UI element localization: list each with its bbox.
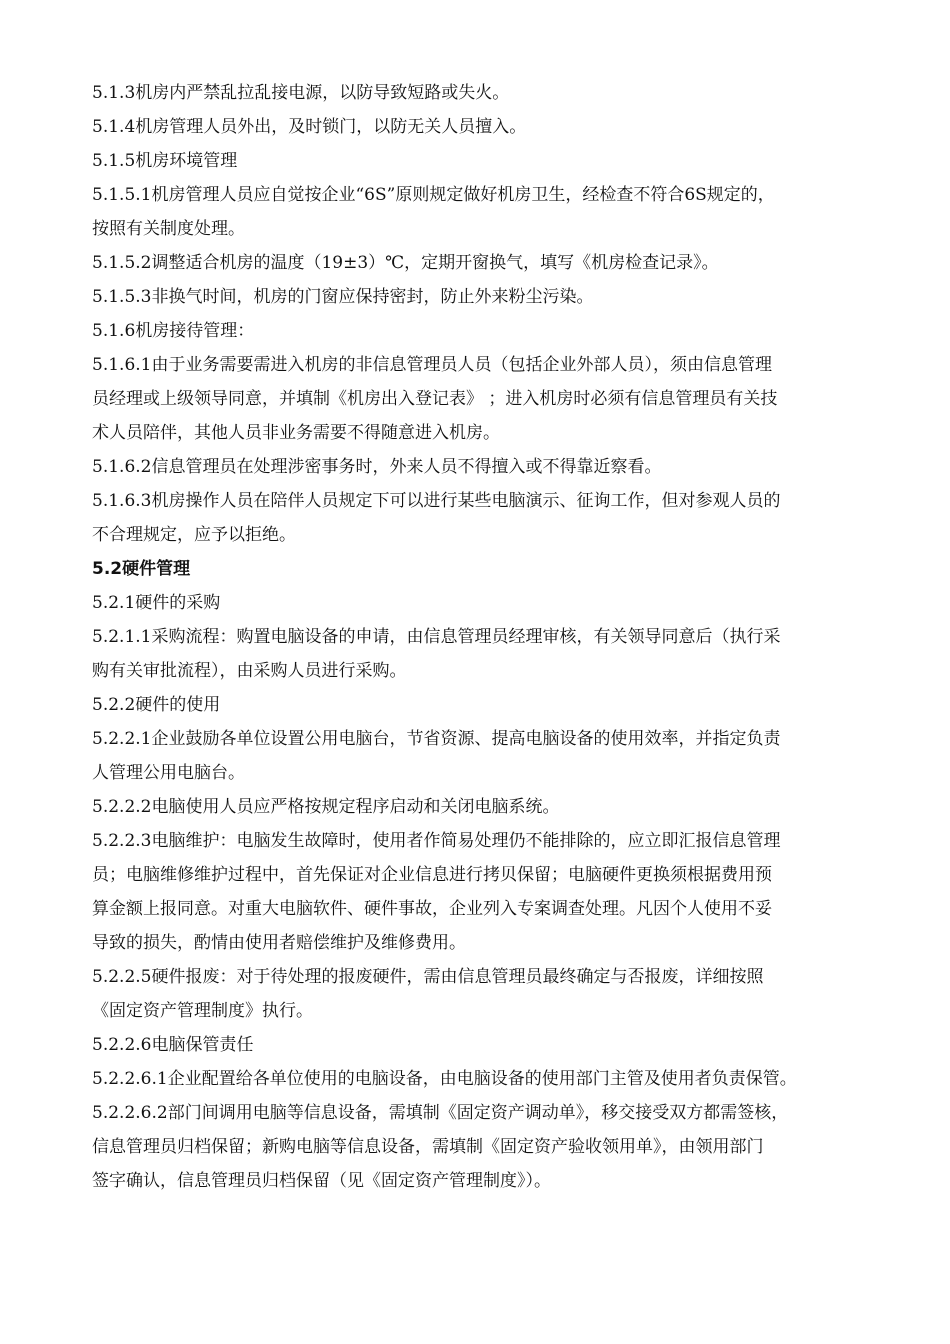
paragraph (92, 620, 882, 688)
text-line: 5.1.6.3机房操作人员在陪伴人员规定下可以进行某些电脑演示、征询工作，但对参观人员的 (92, 491, 781, 511)
text-line: 5.2.1.1采购流程：购置电脑设备的申请，由信息管理员经理审核，有关领导同意后（执行采 (92, 627, 781, 647)
text-line: 5.1.6.1由于业务需要需进入机房的非信息管理员人员（包括企业外部人员），须由信息管理 (92, 355, 772, 375)
paragraph (92, 246, 882, 280)
paragraph (92, 824, 882, 960)
text-line: 员经理或上级领导同意，并填制《机房出入登记表》 ；进入机房时必须有信息管理员有关技 (92, 389, 778, 409)
text-line: 5.2.2硬件的使用 (92, 695, 221, 715)
paragraph (92, 1062, 882, 1096)
paragraph (92, 790, 882, 824)
paragraph (92, 110, 882, 144)
paragraph (92, 1096, 882, 1198)
text-line: 5.1.5.3非换气时间，机房的门窗应保持密封，防止外来粉尘污染。 (92, 287, 594, 307)
text-line: 《固定资产管理制度》执行。 (92, 1001, 313, 1021)
paragraph (92, 280, 882, 314)
text-line: 签字确认，信息管理员归档保留（见《固定资产管理制度》）。 (92, 1171, 551, 1191)
paragraph (92, 1028, 882, 1062)
text-line: 5.2.2.3电脑维护：电脑发生故障时，使用者作简易处理仍不能排除的，应立即汇报信息管理 (92, 831, 781, 851)
paragraph (92, 960, 882, 1028)
text-line: 信息管理员归档保留；新购电脑等信息设备，需填制《固定资产验收领用单》，由领用部门 (92, 1137, 764, 1157)
text-line: 5.2硬件管理 (92, 559, 191, 579)
text-line: 术人员陪伴，其他人员非业务需要不得随意进入机房。 (92, 423, 500, 443)
paragraph (92, 722, 882, 790)
text-line: 5.2.2.6.2部门间调用电脑等信息设备，需填制《固定资产调动单》，移交接受双方都需签核， (92, 1103, 789, 1123)
text-line: 5.2.1硬件的采购 (92, 593, 221, 613)
paragraph (92, 586, 882, 620)
section-heading (92, 552, 882, 586)
text-line: 5.1.5.1机房管理人员应自觉按企业“6S”原则规定做好机房卫生，经检查不符合6S规定的， (92, 185, 775, 205)
text-line: 算金额上报同意。对重大电脑软件、硬件事故，企业列入专案调查处理。凡因个人使用不妥 (92, 899, 772, 919)
text-line: 5.2.2.6电脑保管责任 (92, 1035, 254, 1055)
text-line: 5.2.2.2电脑使用人员应严格按规定程序启动和关闭电脑系统。 (92, 797, 560, 817)
text-line: 5.1.5.2调整适合机房的温度（19±3）℃，定期开窗换气，填写《机房检查记录》。 (92, 253, 719, 273)
text-line: 5.2.2.1企业鼓励各单位设置公用电脑台，节省资源、提高电脑设备的使用效率，并指定负责 (92, 729, 781, 749)
paragraph (92, 688, 882, 722)
paragraph (92, 484, 882, 552)
text-line: 购有关审批流程），由采购人员进行采购。 (92, 661, 407, 681)
text-line: 5.2.2.5硬件报废：对于待处理的报废硬件，需由信息管理员最终确定与否报废，详细按照 (92, 967, 764, 987)
text-line: 按照有关制度处理。 (92, 219, 245, 239)
text-line: 5.1.6.2信息管理员在处理涉密事务时，外来人员不得擅入或不得靠近察看。 (92, 457, 662, 477)
text-line: 人管理公用电脑台。 (92, 763, 245, 783)
text-line: 不合理规定，应予以拒绝。 (92, 525, 296, 545)
text-line: 5.1.3机房内严禁乱拉乱接电源，以防导致短路或失火。 (92, 83, 510, 103)
text-line: 员；电脑维修维护过程中，首先保证对企业信息进行拷贝保留；电脑硬件更换须根据费用预 (92, 865, 772, 885)
paragraph (92, 450, 882, 484)
paragraph (92, 144, 882, 178)
paragraph (92, 314, 882, 348)
paragraph (92, 178, 882, 246)
document-body (92, 76, 882, 1198)
text-line: 5.1.6机房接待管理： (92, 321, 255, 341)
paragraph (92, 76, 882, 110)
text-line: 5.2.2.6.1企业配置给各单位使用的电脑设备，由电脑设备的使用部门主管及使用者负责保管。 (92, 1069, 797, 1089)
paragraph (92, 348, 882, 450)
text-line: 5.1.5机房环境管理 (92, 151, 238, 171)
text-line: 导致的损失，酌情由使用者赔偿维护及维修费用。 (92, 933, 466, 953)
text-line: 5.1.4机房管理人员外出，及时锁门，以防无关人员擅入。 (92, 117, 527, 137)
